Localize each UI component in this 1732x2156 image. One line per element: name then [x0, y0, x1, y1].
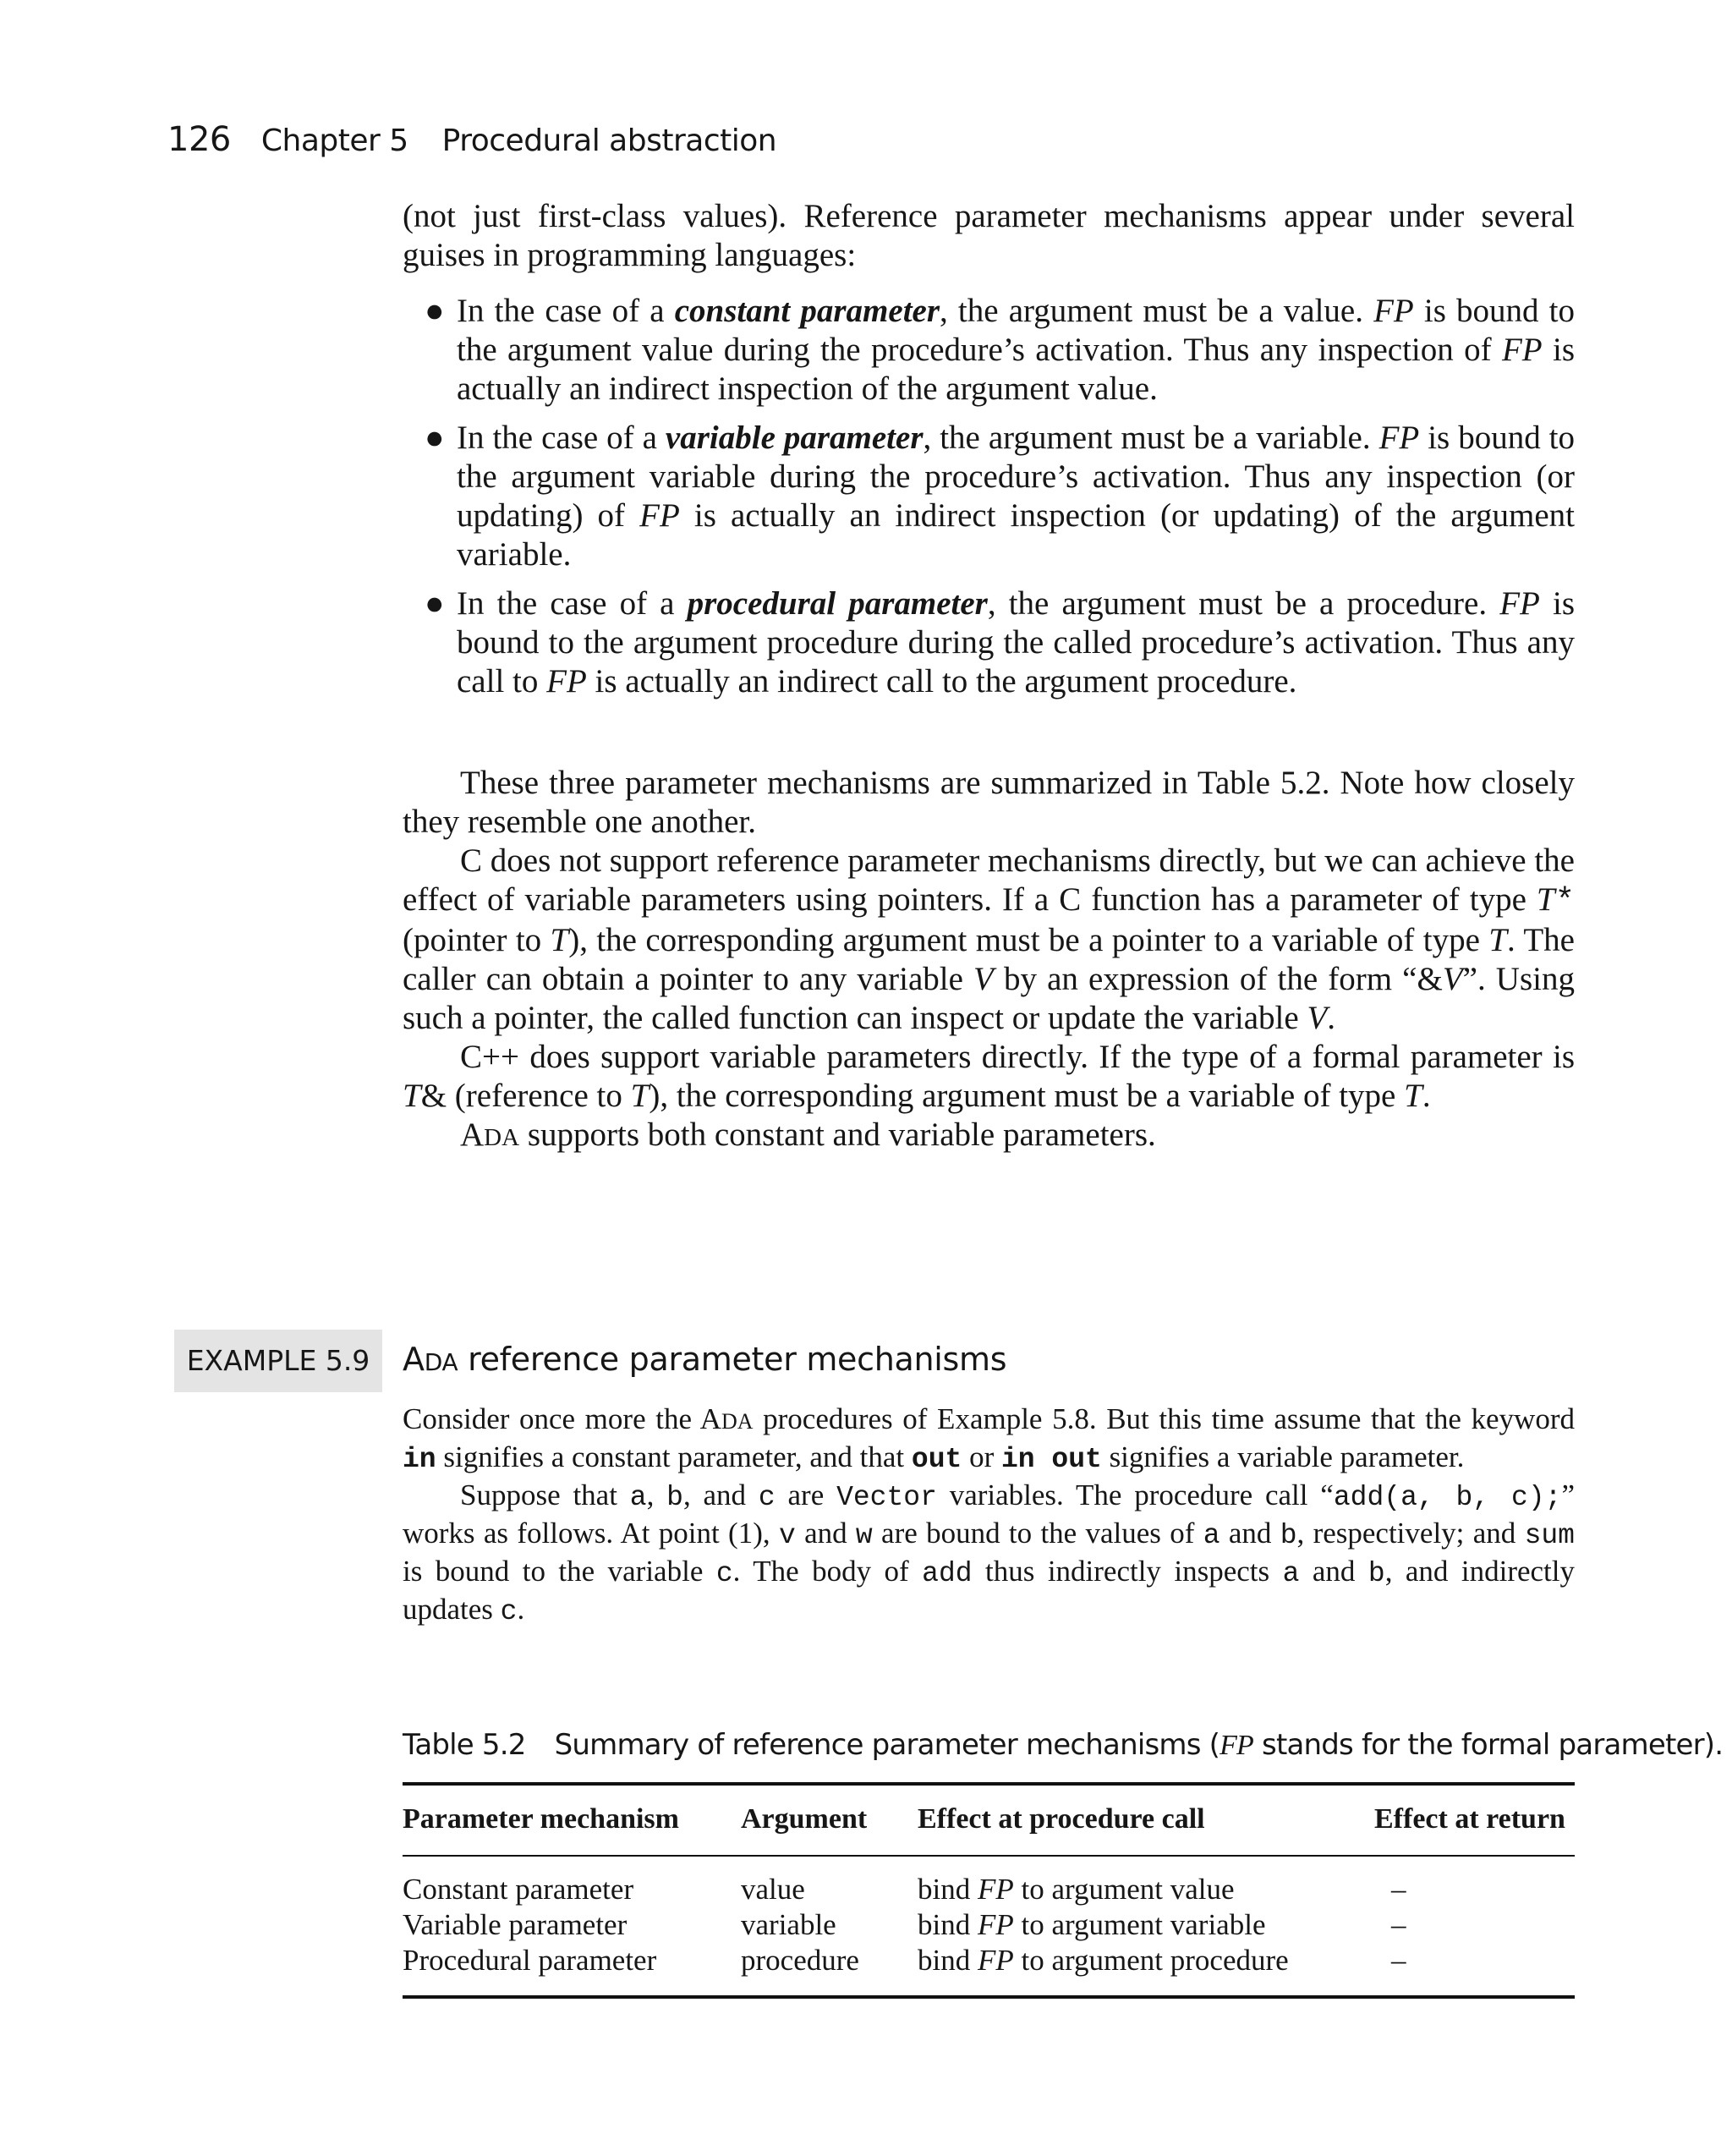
table-number: Table 5.2 — [403, 1728, 526, 1762]
table-cell-effect-call: bind FP to argument procedure — [918, 1944, 1289, 1977]
table-cell-argument: procedure — [741, 1944, 859, 1977]
table-header-argument: Argument — [741, 1803, 868, 1835]
paragraph-summary: These three parameter mechanisms are summarized in Table 5.2. Note how closely they resemble one another. — [403, 765, 1575, 840]
bullet-dot-icon: ● — [425, 293, 445, 329]
running-head — [167, 120, 776, 162]
paragraph-cpp-references: C++ does support variable parameters directly. If the type of a formal parameter is T& (reference to T), the corresponding argument must be a variable of type T. — [403, 1039, 1575, 1114]
page-number: 126 — [167, 120, 231, 159]
term-procedural-parameter: procedural parameter — [687, 585, 988, 622]
table-cell-mechanism: Constant parameter — [403, 1873, 634, 1906]
table-caption: Table 5.2 Summary of reference parameter mechanisms (FP stands for the formal parameter). — [403, 1728, 1724, 1762]
chapter-label: Chapter 5 — [260, 123, 408, 158]
paragraph-c-pointers: C does not support reference parameter mechanisms directly, but we can achieve the effect of variable parameters using pointers. If a C function has a parameter of type T* (pointer to T), the corresponding argument must be a pointer to a variable of type T. The caller can obtain a pointer to any variable V by an expression of the form “&V”. Using such a pointer, the called function can inspect or update the variable V. — [403, 842, 1575, 1036]
chapter-title: Procedural abstraction — [441, 123, 777, 158]
paragraph-ada-support: ADA supports both constant and variable parameters. — [460, 1116, 1156, 1153]
example-paragraph-2: Suppose that a, b, and c are Vector variables. The procedure call “add(a, b, c);” works as follows. At point (1), v and w are bound to the values of a and b, respectively; and sum is bound to the variable c. The body of add thus indirectly inspects a and b, and indirectly updates c. — [403, 1478, 1576, 1627]
bullet-variable-parameter: ● In the case of a variable parameter, the argument must be a variable. FP is bound to the argument variable during the procedure’s activation. Thus any inspection (or updating) of FP is actually an indirect inspection (or updating) of the argument variable. — [425, 420, 1575, 573]
table-cell-mechanism: Variable parameter — [403, 1908, 628, 1941]
intro-paragraph: (not just first-class values). Reference parameter mechanisms appear under several guises in programming languages: — [403, 198, 1575, 273]
example-body — [403, 1402, 1575, 1630]
example-paragraph-1: Consider once more the ADA procedures of Example 5.8. But this time assume that the keyword in signifies a constant parameter, and that out or in out signifies a variable parameter. — [403, 1402, 1575, 1475]
term-variable-parameter: variable parameter — [665, 420, 924, 456]
term-constant-parameter: constant parameter — [674, 293, 940, 329]
body-paragraphs — [403, 764, 1575, 1157]
table-cell-effect-call: bind FP to argument variable — [918, 1908, 1266, 1941]
example-label: EXAMPLE 5.9 — [174, 1330, 382, 1392]
table-cell-argument: value — [741, 1873, 805, 1906]
table-cell-effect-return: – — [1391, 1944, 1406, 1977]
table-header-effect-call: Effect at procedure call — [918, 1803, 1205, 1835]
table-cell-effect-return: – — [1391, 1873, 1406, 1906]
bullet-dot-icon: ● — [425, 585, 445, 622]
table-cell-argument: variable — [741, 1908, 836, 1941]
example-title: ADA reference parameter mechanisms — [403, 1341, 1007, 1378]
table-cell-mechanism: Procedural parameter — [403, 1944, 657, 1977]
bullet-procedural-parameter: ● In the case of a procedural parameter, the argument must be a procedure. FP is bound to the argument procedure during the called procedure’s activation. Thus any call to FP is actually an indirect call to the argument procedure. — [425, 585, 1575, 699]
bullet-list — [425, 292, 1575, 711]
table-top-rule — [403, 1782, 1575, 1786]
table-header-rule — [403, 1855, 1575, 1857]
bullet-dot-icon: ● — [425, 420, 445, 456]
table-bottom-rule — [403, 1995, 1575, 1999]
bullet-constant-parameter: ● In the case of a constant parameter, the argument must be a value. FP is bound to the argument value during the procedure’s activation. Thus any inspection of FP is actually an indirect inspection of the argument value. — [425, 293, 1575, 407]
table-cell-effect-return: – — [1391, 1908, 1406, 1941]
table-header-mechanism: Parameter mechanism — [403, 1803, 679, 1835]
table-header-effect-return: Effect at return — [1374, 1803, 1565, 1835]
table-cell-effect-call: bind FP to argument value — [918, 1873, 1235, 1906]
